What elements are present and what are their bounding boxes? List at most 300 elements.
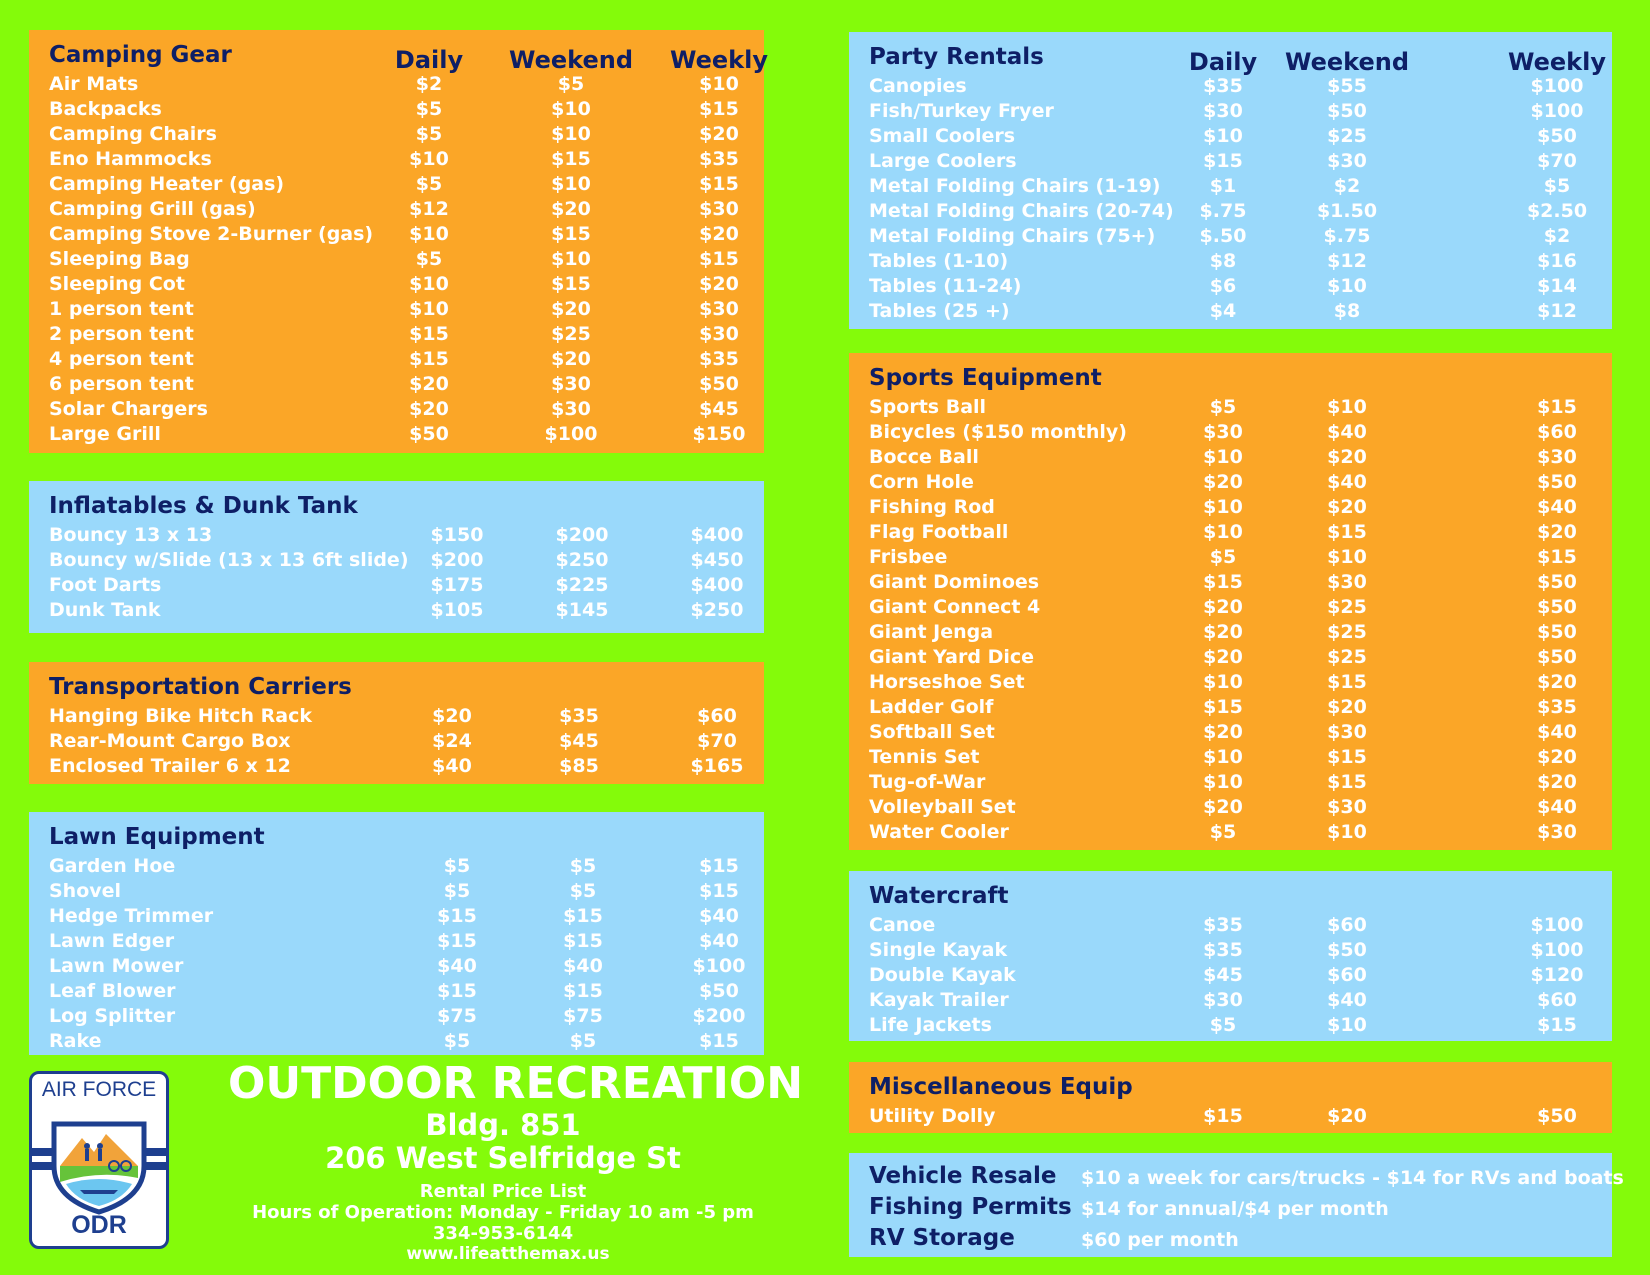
price-daily: $20 [432,705,472,727]
price-row [869,420,1592,445]
price-row [49,222,744,247]
watercraft-panel [849,871,1612,1041]
price-daily: $20 [1203,646,1243,668]
service-row [869,1225,1592,1256]
price-daily: $10 [1203,746,1243,768]
price-weekly: $150 [692,423,746,445]
price-row [869,720,1592,745]
price-daily: $5 [443,1030,471,1052]
item-name: Camping Chairs [49,123,217,145]
price-weekly: $40 [699,930,739,952]
section-title: Miscellaneous Equip [869,1074,1133,1100]
price-row [49,322,744,347]
price-weekend: $225 [555,574,609,596]
price-daily: $10 [1203,496,1243,518]
camping-gear-panel [29,30,769,453]
price-row [869,274,1592,299]
price-weekly: $250 [690,599,744,621]
price-row [49,72,744,97]
footer-website: www.lifeatthemax.us [406,1244,610,1264]
price-weekly: $60 [1537,989,1577,1011]
price-weekend: $10 [551,173,591,195]
price-weekend: $30 [551,373,591,395]
item-name: Canopies [869,75,967,97]
price-row [49,879,744,904]
price-row [49,172,744,197]
item-name: Camping Stove 2-Burner (gas) [49,223,374,245]
price-weekly: $5 [1543,175,1571,197]
item-name: Tables (11-24) [869,275,1022,297]
item-name: Enclosed Trailer 6 x 12 [49,755,291,777]
price-weekend: $55 [1327,75,1367,97]
price-weekly: $100 [1530,100,1584,122]
price-weekend: $5 [569,855,597,877]
price-row [869,670,1592,695]
price-weekend: $10 [1327,546,1367,568]
price-weekend: $25 [551,323,591,345]
price-row [49,704,744,729]
price-daily: $15 [1203,1105,1243,1127]
price-weekend: $15 [1327,746,1367,768]
price-weekend: $15 [563,905,603,927]
section-title: Camping Gear [49,42,232,68]
price-weekend: $35 [559,705,599,727]
price-row [49,122,744,147]
price-daily: $20 [409,373,449,395]
price-weekly: $165 [690,755,744,777]
odr-shield-icon [32,1106,166,1216]
price-daily: $10 [1203,671,1243,693]
price-weekend: $10 [551,123,591,145]
footer-subtitle: Rental Price List [419,1181,587,1202]
price-row [869,913,1592,938]
price-weekly: $45 [699,398,739,420]
price-row [869,695,1592,720]
item-name: Dunk Tank [49,599,161,621]
item-name: 6 person tent [49,373,194,395]
price-row [869,470,1592,495]
price-daily: $15 [1203,571,1243,593]
price-weekend: $20 [551,348,591,370]
price-row [869,770,1592,795]
item-name: Large Coolers [869,150,1017,172]
item-name: Bocce Ball [869,446,979,468]
price-weekly: $60 [1537,421,1577,443]
price-daily: $50 [409,423,449,445]
item-name: Giant Dominoes [869,571,1040,593]
price-weekly: $60 [697,705,737,727]
item-name: Life Jackets [869,1014,992,1036]
price-daily: $10 [409,298,449,320]
price-row [869,545,1592,570]
column-header-daily: Daily [1188,48,1258,76]
price-daily: $15 [409,323,449,345]
price-weekly: $40 [699,905,739,927]
item-name: Lawn Mower [49,955,184,977]
item-name: Giant Jenga [869,621,994,643]
price-weekly: $20 [1537,521,1577,543]
price-weekly: $35 [699,348,739,370]
column-header-weekend: Weekend [1284,48,1410,76]
price-row [49,573,744,598]
service-value: $10 a week for cars/trucks - $14 for RVs and boats [1081,1167,1624,1189]
price-daily: $20 [1203,621,1243,643]
price-weekly: $20 [1537,671,1577,693]
item-name: Fishing Rod [869,496,995,518]
price-weekend: $200 [555,524,609,546]
price-weekly: $50 [1537,571,1577,593]
price-daily: $105 [430,599,484,621]
item-name: Shovel [49,880,122,902]
price-row [49,1004,744,1029]
misc-header [869,1074,1592,1104]
price-row [49,297,744,322]
price-daily: $15 [437,980,477,1002]
price-weekend: $20 [1327,496,1367,518]
price-daily: $1 [1209,175,1237,197]
logo-bottom-text: ODR [71,1211,127,1239]
price-weekend: $25 [1327,646,1367,668]
price-row [49,197,744,222]
odr-logo [29,1071,169,1249]
price-row [869,224,1592,249]
watercraft-header [869,883,1592,913]
price-weekend: $25 [1327,621,1367,643]
price-weekend: $40 [1327,989,1367,1011]
item-name: Water Cooler [869,821,1009,843]
price-weekend: $20 [1327,446,1367,468]
price-row [49,347,744,372]
price-weekly: $100 [1530,914,1584,936]
price-weekly: $30 [699,323,739,345]
price-weekly: $50 [699,373,739,395]
party-header [869,44,1607,76]
price-weekly: $100 [1530,939,1584,961]
item-name: Sleeping Cot [49,273,185,295]
price-weekly: $120 [1530,964,1584,986]
price-weekly: $15 [699,98,739,120]
item-name: Small Coolers [869,125,1016,147]
price-row [869,570,1592,595]
price-row [869,988,1592,1013]
price-weekend: $30 [1327,721,1367,743]
price-weekly: $20 [699,123,739,145]
item-name: Kayak Trailer [869,989,1009,1011]
price-weekly: $450 [690,549,744,571]
price-weekly: $50 [1537,1105,1577,1127]
logo-top-text: AIR FORCE [41,1078,157,1101]
item-name: Bicycles ($150 monthly) [869,421,1127,443]
price-daily: $30 [1203,989,1243,1011]
price-daily: $5 [415,123,443,145]
price-weekend: $15 [1327,771,1367,793]
item-name: Flag Football [869,521,1009,543]
price-weekly: $15 [699,1030,739,1052]
price-weekend: $60 [1327,914,1367,936]
price-weekend: $15 [551,148,591,170]
price-row [869,495,1592,520]
item-name: Frisbee [869,546,948,568]
price-daily: $20 [1203,471,1243,493]
price-weekend: $30 [1327,150,1367,172]
price-daily: $2 [415,73,443,95]
item-name: 1 person tent [49,298,194,320]
price-row [869,174,1592,199]
price-weekly: $15 [699,248,739,270]
price-weekly: $14 [1537,275,1577,297]
price-row [49,372,744,397]
price-weekly: $16 [1537,250,1577,272]
section-title: Sports Equipment [869,365,1102,391]
price-daily: $.50 [1199,225,1247,247]
price-daily: $15 [409,348,449,370]
price-daily: $5 [1209,546,1237,568]
price-weekly: $35 [1537,696,1577,718]
price-row [869,199,1592,224]
price-daily: $40 [432,755,472,777]
price-weekly: $15 [699,173,739,195]
item-name: Camping Heater (gas) [49,173,285,195]
section-title: Transportation Carriers [49,674,352,700]
price-weekly: $15 [1537,1014,1577,1036]
price-row [869,820,1592,845]
price-daily: $5 [1209,821,1237,843]
price-row [49,422,744,447]
item-name: Softball Set [869,721,995,743]
section-title: Party Rentals [869,44,1044,70]
price-weekend: $75 [563,1005,603,1027]
price-weekly: $50 [1537,125,1577,147]
service-value: $60 per month [1081,1229,1239,1251]
price-daily: $.75 [1199,200,1247,222]
price-daily: $150 [430,524,484,546]
item-name: Hedge Trimmer [49,905,214,927]
price-weekly: $40 [1537,496,1577,518]
price-daily: $15 [437,930,477,952]
item-name: Canoe [869,914,936,936]
price-row [49,1029,744,1054]
price-daily: $20 [1203,796,1243,818]
price-row [49,397,744,422]
price-row [49,598,744,623]
item-name: Foot Darts [49,574,162,596]
price-row [49,979,744,1004]
item-name: Large Grill [49,423,161,445]
price-weekend: $25 [1327,596,1367,618]
footer-phone: 334-953-6144 [432,1223,574,1244]
price-weekend: $20 [1327,1105,1367,1127]
price-daily: $8 [1209,250,1237,272]
price-weekend: $15 [563,980,603,1002]
price-daily: $30 [1203,421,1243,443]
service-row [869,1194,1592,1225]
price-daily: $35 [1203,939,1243,961]
price-row [869,149,1592,174]
price-daily: $12 [409,198,449,220]
price-weekend: $100 [544,423,598,445]
price-daily: $10 [1203,771,1243,793]
price-weekly: $30 [699,198,739,220]
price-row [49,97,744,122]
price-daily: $75 [437,1005,477,1027]
price-row [49,904,744,929]
price-row [49,548,744,573]
price-weekly: $100 [1530,75,1584,97]
footer-hours: Hours of Operation: Monday - Friday 10 am -5 pm [252,1202,754,1223]
item-name: Sleeping Bag [49,248,190,270]
price-daily: $45 [1203,964,1243,986]
price-daily: $200 [430,549,484,571]
price-daily: $10 [1203,446,1243,468]
item-name: Rear-Mount Cargo Box [49,730,291,752]
service-label: Vehicle Resale [869,1163,1057,1189]
item-name: Volleyball Set [869,796,1016,818]
item-name: Lawn Edger [49,930,175,952]
service-row [869,1163,1624,1194]
price-weekly: $2 [1543,225,1571,247]
lawn-header [49,824,744,854]
price-weekend: $1.50 [1316,200,1378,222]
price-weekend: $10 [551,248,591,270]
price-daily: $20 [1203,596,1243,618]
price-weekend: $50 [1327,100,1367,122]
price-weekly: $30 [1537,821,1577,843]
price-daily: $35 [1203,75,1243,97]
price-weekly: $20 [1537,746,1577,768]
price-daily: $15 [1203,696,1243,718]
price-weekend: $15 [1327,521,1367,543]
item-name: Single Kayak [869,939,1008,961]
item-name: Tables (25 +) [869,300,1010,322]
footer-building: Bldg. 851 [425,1108,581,1142]
price-weekend: $10 [1327,275,1367,297]
price-weekly: $200 [692,1005,746,1027]
item-name: Camping Grill (gas) [49,198,256,220]
price-weekend: $50 [1327,939,1367,961]
price-row [869,963,1592,988]
party-rentals-panel [849,32,1612,329]
price-row [869,124,1592,149]
price-weekend: $145 [555,599,609,621]
price-weekend: $10 [1327,396,1367,418]
price-daily: $10 [409,273,449,295]
camping-header [49,42,769,74]
item-name: Hanging Bike Hitch Rack [49,705,312,727]
sports-header [869,365,1592,395]
item-name: Eno Hammocks [49,148,212,170]
item-name: Giant Connect 4 [869,596,1041,618]
price-weekly: $40 [1537,796,1577,818]
price-daily: $15 [1203,150,1243,172]
price-daily: $24 [432,730,472,752]
price-row [49,523,744,548]
price-daily: $5 [443,855,471,877]
price-weekend: $30 [551,398,591,420]
price-weekend: $40 [1327,421,1367,443]
price-daily: $5 [415,173,443,195]
price-row [869,395,1592,420]
item-name: Solar Chargers [49,398,208,420]
price-weekend: $5 [569,880,597,902]
price-row [869,938,1592,963]
price-daily: $5 [1209,396,1237,418]
item-name: 4 person tent [49,348,194,370]
price-weekly: $30 [1537,446,1577,468]
price-weekend: $12 [1327,250,1367,272]
price-weekly: $50 [1537,596,1577,618]
price-weekly: $15 [1537,396,1577,418]
section-title: Watercraft [869,883,1009,909]
item-name: Tug-of-War [869,771,986,793]
footer-title: OUTDOOR RECREATION [228,1058,804,1109]
price-weekend: $60 [1327,964,1367,986]
price-daily: $6 [1209,275,1237,297]
price-weekend: $20 [1327,696,1367,718]
item-name: Utility Dolly [869,1105,996,1127]
item-name: Double Kayak [869,964,1016,986]
item-name: Tables (1-10) [869,250,1009,272]
item-name: Garden Hoe [49,855,176,877]
price-row [869,445,1592,470]
inflatables-panel [29,481,764,633]
price-weekend: $40 [563,955,603,977]
price-weekend: $15 [551,223,591,245]
price-weekend: $10 [551,98,591,120]
price-weekend: $30 [1327,796,1367,818]
price-weekly: $70 [1537,150,1577,172]
price-row [869,645,1592,670]
price-weekly: $30 [699,298,739,320]
column-header-daily: Daily [394,46,464,74]
price-row [869,520,1592,545]
item-name: Giant Yard Dice [869,646,1035,668]
transportation-panel [29,662,764,784]
service-label: RV Storage [869,1225,1015,1251]
misc-equipment-panel [849,1062,1612,1133]
price-row [869,299,1592,324]
price-weekend: $25 [1327,125,1367,147]
price-weekend: $45 [559,730,599,752]
item-name: Corn Hole [869,471,974,493]
price-row [869,795,1592,820]
price-row [49,854,744,879]
price-row [49,147,744,172]
price-weekend: $40 [1327,471,1367,493]
item-name: Metal Folding Chairs (20-74) [869,200,1174,222]
price-row [869,99,1592,124]
service-value: $14 for annual/$4 per month [1081,1198,1389,1220]
price-daily: $10 [409,148,449,170]
item-name: Tennis Set [869,746,980,768]
price-row [869,620,1592,645]
price-weekly: $20 [699,223,739,245]
service-label: Fishing Permits [869,1194,1072,1220]
price-weekly: $50 [699,980,739,1002]
price-weekly: $12 [1537,300,1577,322]
price-weekend: $85 [559,755,599,777]
item-name: Rake [49,1030,102,1052]
price-daily: $5 [415,98,443,120]
column-header-weekend: Weekend [508,46,634,74]
transport-header [49,674,744,704]
price-weekly: $50 [1537,646,1577,668]
price-daily: $30 [1203,100,1243,122]
column-header-weekly: Weekly [1507,48,1607,76]
price-row [869,249,1592,274]
item-name: Fish/Turkey Fryer [869,100,1054,122]
price-daily: $10 [409,223,449,245]
price-weekly: $70 [697,730,737,752]
